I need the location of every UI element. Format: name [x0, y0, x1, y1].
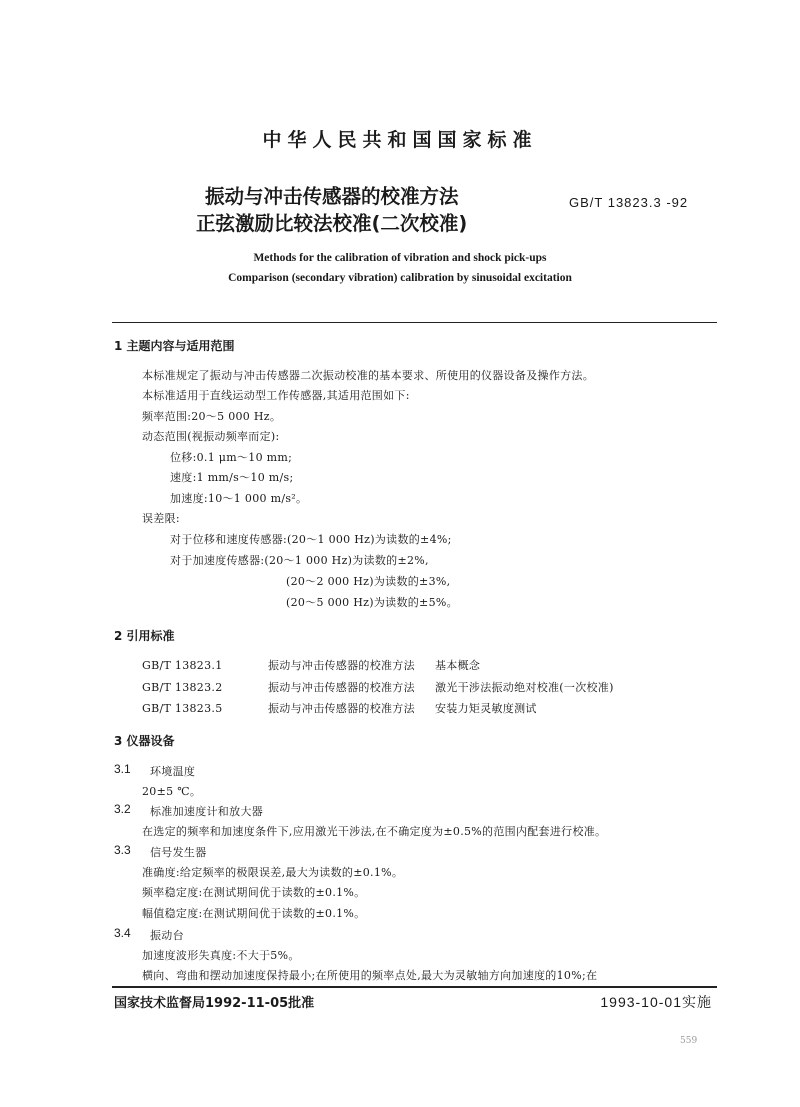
s1-line: 本标准规定了振动与冲击传感器二次振动校准的基本要求、所使用的仪器设备及操作方法。: [142, 369, 594, 382]
subsection-3-1-title: 环境温度: [150, 765, 196, 778]
effective-date: 1993-10-01实施: [600, 994, 712, 1010]
section-3-heading: 3 仪器设备: [114, 734, 175, 748]
title-en-line2: Comparison (secondary vibration) calibration by sinusoidal excitation: [228, 272, 572, 284]
reference-row: [142, 657, 480, 673]
title-cn-line2: 正弦激励比较法校准(二次校准): [196, 212, 468, 235]
title-cn-line1: 振动与冲击传感器的校准方法: [205, 185, 459, 208]
subsection-3-2-number: 3.2: [114, 802, 131, 816]
ref-title: 振动与冲击传感器的校准方法: [268, 702, 415, 715]
footer-divider: [112, 986, 717, 988]
s1-line: 频率范围:20～5 000 Hz。: [142, 410, 282, 423]
subsection-3-4-title: 振动台: [150, 929, 184, 942]
ref-title: 振动与冲击传感器的校准方法: [268, 659, 415, 672]
subsection-3-3-title: 信号发生器: [150, 846, 207, 859]
s1-line: 对于加速度传感器:(20～1 000 Hz)为读数的±2%,: [170, 554, 429, 567]
s1-line: 加速度:10～1 000 m/s²。: [170, 492, 308, 505]
ref-subject: 基本概念: [435, 659, 481, 672]
s34-line: 加速度波形失真度:不大于5%。: [142, 949, 300, 962]
s1-line: 速度:1 mm/s～10 m/s;: [170, 471, 294, 484]
s1-line: 动态范围(视振动频率而定):: [142, 430, 280, 443]
section-1-heading: 1 主题内容与适用范围: [114, 339, 235, 353]
standard-code: GB/T 13823.3 -92: [569, 195, 689, 210]
s1-line: (20～5 000 Hz)为读数的±5%。: [286, 596, 458, 609]
s33-line: 频率稳定度:在测试期间优于读数的±0.1%。: [142, 886, 366, 899]
header-divider: [112, 322, 717, 323]
ref-code: GB/T 13823.1: [142, 659, 223, 672]
subsection-3-4-number: 3.4: [114, 926, 131, 940]
s33-line: 幅值稳定度:在测试期间优于读数的±0.1%。: [142, 907, 366, 920]
s1-line: 对于位移和速度传感器:(20～1 000 Hz)为读数的±4%;: [170, 533, 452, 546]
s1-line: (20～2 000 Hz)为读数的±3%,: [286, 575, 451, 588]
s32-line: 在选定的频率和加速度条件下,应用激光干涉法,在不确定度为±0.5%的范围内配套进行校准。: [142, 825, 607, 838]
title-en-line1: Methods for the calibration of vibration and shock pick-ups: [253, 252, 547, 264]
s1-line: 本标准适用于直线运动型工作传感器,其适用范围如下:: [142, 389, 410, 402]
ref-code: GB/T 13823.5: [142, 702, 223, 715]
ref-subject: 激光干涉法振动绝对校准(一次校准): [435, 681, 614, 694]
ref-code: GB/T 13823.2: [142, 681, 223, 694]
subsection-3-2-title: 标准加速度计和放大器: [150, 805, 263, 818]
s34-line: 横向、弯曲和摆动加速度保持最小;在所使用的频率点处,最大为灵敏轴方向加速度的10%;在: [142, 969, 598, 982]
approval-date: 国家技术监督局1992-11-05批准: [114, 996, 315, 1011]
s1-line: 误差限:: [142, 512, 180, 525]
s31-line: 20±5 ℃。: [142, 785, 202, 798]
subsection-3-1-number: 3.1: [114, 762, 131, 776]
page-number: 559: [680, 1036, 698, 1046]
agency-title: 中华人民共和国国家标准: [262, 129, 538, 151]
subsection-3-3-number: 3.3: [114, 843, 131, 857]
s1-line: 位移:0.1 μm～10 mm;: [170, 451, 293, 464]
ref-subject: 安装力矩灵敏度测试: [435, 702, 537, 715]
ref-title: 振动与冲击传感器的校准方法: [268, 681, 415, 694]
reference-row: [142, 679, 614, 695]
reference-row: [142, 700, 537, 716]
s33-line: 准确度:给定频率的极限误差,最大为读数的±0.1%。: [142, 866, 404, 879]
section-2-heading: 2 引用标准: [114, 629, 175, 643]
